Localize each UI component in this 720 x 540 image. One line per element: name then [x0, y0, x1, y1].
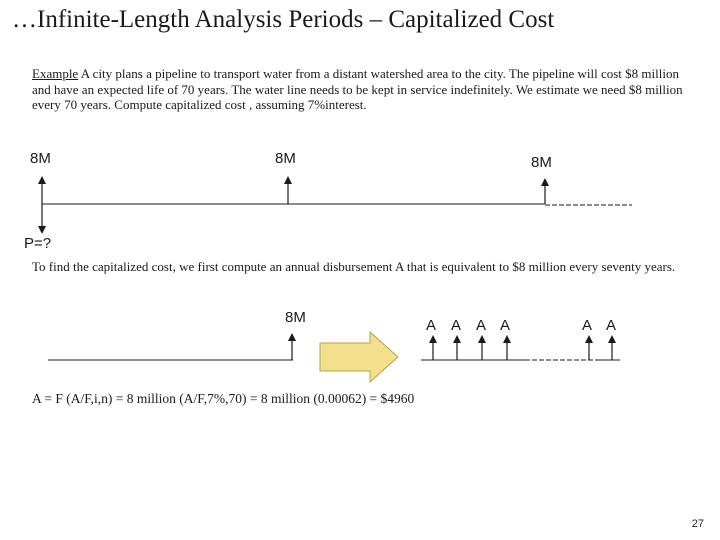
present-worth-label: P=? [24, 235, 52, 252]
annual-label: A [426, 317, 437, 334]
cash-label-1: 8M [30, 150, 51, 167]
intro-text: To find the capitalized cost, we first compute an annual disbursement A that is equivalent to $8 million every seventy years. [32, 259, 676, 274]
cash-label-3: 8M [531, 154, 552, 171]
cash-label-2: 8M [275, 150, 296, 167]
problem-text: A city plans a pipeline to transport water from a distant watershed area to the city. The pipeline will cost $8 million and have an expected life of 70 years. The water line needs to be kept in service indefinitely. We estimate we need $8 million every 70 years. Compute capitalized cost , assuming 7%interest. [32, 66, 683, 112]
annual-label: A [451, 317, 462, 334]
formula-text: A = F (A/F,i,n) = 8 million (A/F,7%,70) = 8 million (0.00062) = $4960 [32, 391, 415, 406]
annual-label: A [500, 317, 511, 334]
cash-label-left: 8M [285, 309, 306, 326]
annual-label: A [582, 317, 593, 334]
example-label: Example [32, 66, 79, 81]
page-number: 27 [691, 518, 704, 530]
equivalence-arrow [320, 332, 398, 382]
annual-label: A [476, 317, 487, 334]
slide-title: …Infinite-Length Analysis Periods – Capitalized Cost [12, 6, 555, 33]
annual-label: A [606, 317, 617, 334]
